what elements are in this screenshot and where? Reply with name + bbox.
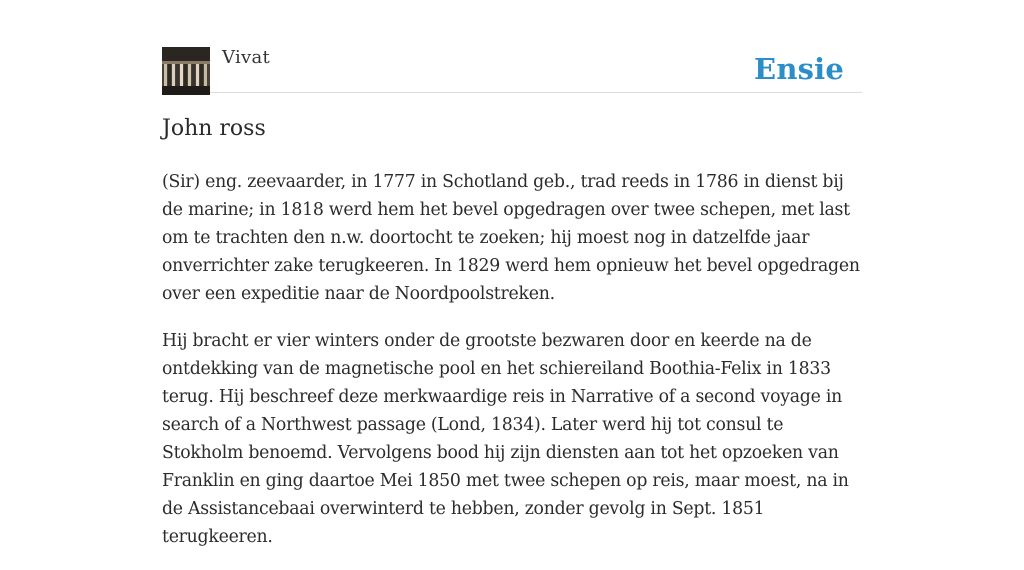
bookshelf-icon [162, 47, 210, 95]
article-paragraph: (Sir) eng. zeevaarder, in 1777 in Schotland geb., trad reeds in 1786 in dienst bij de marine; in 1818 werd hem het bevel opgedragen over twee schepen, met last om te trachten den n.w. doortocht te zoeken; hij moest nog in datzelfde jaar onverrichter zake terugkeeren. In 1829 werd hem opnieuw het bevel opgedragen over een expeditie naar de Noordpoolstreken. [162, 172, 860, 304]
article-body [162, 168, 868, 570]
author-name[interactable]: Vivat [222, 47, 271, 68]
article-title: John ross [162, 116, 266, 141]
ensie-logo[interactable]: Ensie [754, 52, 844, 86]
article-header [162, 46, 862, 93]
article-paragraph: Hij bracht er vier winters onder de grootste bezwaren door en keerde na de ontdekking van de magnetische pool en het schiereiland Boothia-Felix in 1833 terug. Hij beschreef deze merkwaardige reis in Narrative of a second voyage in search of a Northwest passage (Lond, 1834). Later werd hij tot consul te Stokholm benoemd. Vervolgens bood hij zijn diensten aan tot het opzoeken van Franklin en ging daartoe Mei 1850 met twee schepen op reis, maar moest, na in de Assistancebaai overwinterd te hebben, zonder gevolg in Sept. 1851 terugkeeren. [162, 331, 849, 547]
author-avatar[interactable] [162, 47, 210, 95]
